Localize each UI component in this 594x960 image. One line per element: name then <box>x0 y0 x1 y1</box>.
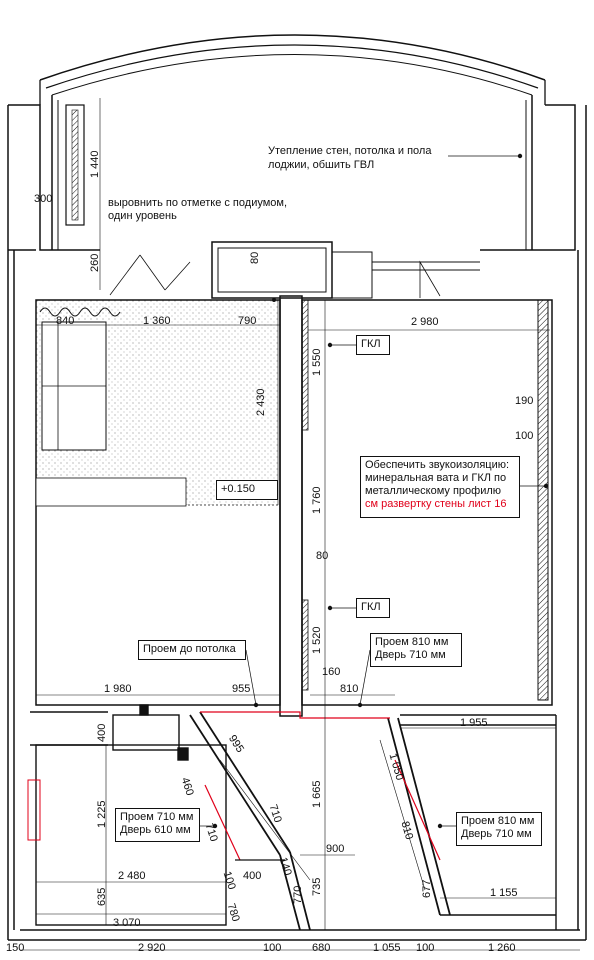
podium-level: +0.150 <box>221 483 255 495</box>
dimension-label-vertical: 1 550 <box>311 348 323 376</box>
opening-left-line2: Дверь 610 мм <box>120 824 191 836</box>
sound-note-line2: минеральная вата и ГКЛ по <box>365 472 507 484</box>
dimension-label-angled: 780 <box>224 902 242 924</box>
dimension-label: 80 <box>316 550 329 562</box>
dimension-label: 1 360 <box>143 315 171 327</box>
gkl-tag-bottom <box>356 598 390 618</box>
dimension-label-angled: 460 <box>178 776 196 798</box>
dimension-label: 190 <box>515 395 534 407</box>
level-note-line1: выровнить по отметке с подиумом, <box>108 197 288 209</box>
dimension-label: 955 <box>232 683 251 695</box>
dimension-label-vertical: 400 <box>96 723 108 742</box>
opening-tag-left <box>115 808 200 842</box>
dimension-label: 160 <box>322 666 341 678</box>
sound-insulation-note <box>360 456 520 518</box>
dimension-label: 900 <box>326 843 345 855</box>
dimension-label-angled: 710 <box>266 803 284 825</box>
dimension-label-angled: 100 <box>220 870 238 892</box>
bottom-dimension: 1 055 <box>373 942 401 954</box>
gkl-bottom: ГКЛ <box>361 601 381 613</box>
gkl-tag-top <box>356 335 390 355</box>
dimension-label-vertical: 80 <box>249 251 261 264</box>
dimension-label: 1 955 <box>460 717 488 729</box>
dimension-label: 1 155 <box>490 887 518 899</box>
dimension-label: 840 <box>56 315 75 327</box>
opening-tag-right <box>456 812 542 846</box>
sound-note-line3: металлическому профилю <box>365 485 502 497</box>
bottom-dimension: 100 <box>416 942 435 954</box>
opening-tag-bedroom <box>370 633 462 667</box>
dimension-label: 810 <box>340 683 359 695</box>
dimension-label-vertical: 770 <box>292 885 304 904</box>
gkl-top: ГКЛ <box>361 338 381 350</box>
dimension-label-vertical: 260 <box>89 253 101 272</box>
opening-right-line2: Дверь 710 мм <box>461 828 532 840</box>
bottom-dimension: 100 <box>263 942 282 954</box>
dimension-label: 1 980 <box>104 683 132 695</box>
dimension-label: 790 <box>238 315 257 327</box>
dimension-label-angled: 140 <box>276 856 294 878</box>
opening-left-line1: Проем 710 мм <box>120 811 194 823</box>
dimension-label-angled: 1 050 <box>386 752 406 782</box>
bottom-dimension: 680 <box>312 942 331 954</box>
dimension-label: 100 <box>515 430 534 442</box>
dimension-label-vertical: 1 440 <box>89 150 101 178</box>
dimension-label-angled: 710 <box>202 822 220 844</box>
dimension-label-vertical: 677 <box>421 879 433 898</box>
dimension-label-vertical: 1 665 <box>311 780 323 808</box>
loggia-insulation-note-line1: Утепление стен, потолка и пола <box>268 145 432 157</box>
opening-bedroom-line1: Проем 810 мм <box>375 636 449 648</box>
dimension-label: 3 070 <box>113 917 141 929</box>
sound-note-line1: Обеспечить звукоизоляцию: <box>365 459 510 471</box>
bottom-dimension: 2 920 <box>138 942 166 954</box>
dimension-label: 400 <box>243 870 262 882</box>
dimension-label-angled: 810 <box>398 820 416 841</box>
dimension-label-vertical: 1 760 <box>311 486 323 514</box>
bottom-dimension: 150 <box>6 942 25 954</box>
sound-note-reference: см развертку стены лист 16 <box>365 498 507 510</box>
dimension-label-vertical: 635 <box>96 887 108 906</box>
dimension-label: 2 980 <box>411 316 439 328</box>
dimension-label-vertical: 735 <box>311 877 323 896</box>
dimension-label: 2 480 <box>118 870 146 882</box>
dimension-label: 300 <box>34 193 53 205</box>
opening-to-ceiling: Проем до потолка <box>143 643 236 655</box>
opening-right-line1: Проем 810 мм <box>461 815 535 827</box>
balcony-openings <box>110 242 480 298</box>
podium-level-tag <box>216 480 278 500</box>
opening-to-ceiling-tag <box>138 640 246 660</box>
bottom-dimension: 1 260 <box>488 942 516 954</box>
level-note-line2: один уровень <box>108 210 177 222</box>
loggia-insulation-note-line2: лоджии, обшить ГВЛ <box>268 159 375 171</box>
dimension-label-vertical: 2 430 <box>255 388 267 416</box>
dimension-label-vertical: 1 520 <box>311 626 323 654</box>
dimension-label-angled: 995 <box>225 733 246 755</box>
dimension-label-vertical: 1 225 <box>96 800 108 828</box>
opening-bedroom-line2: Дверь 710 мм <box>375 649 446 661</box>
